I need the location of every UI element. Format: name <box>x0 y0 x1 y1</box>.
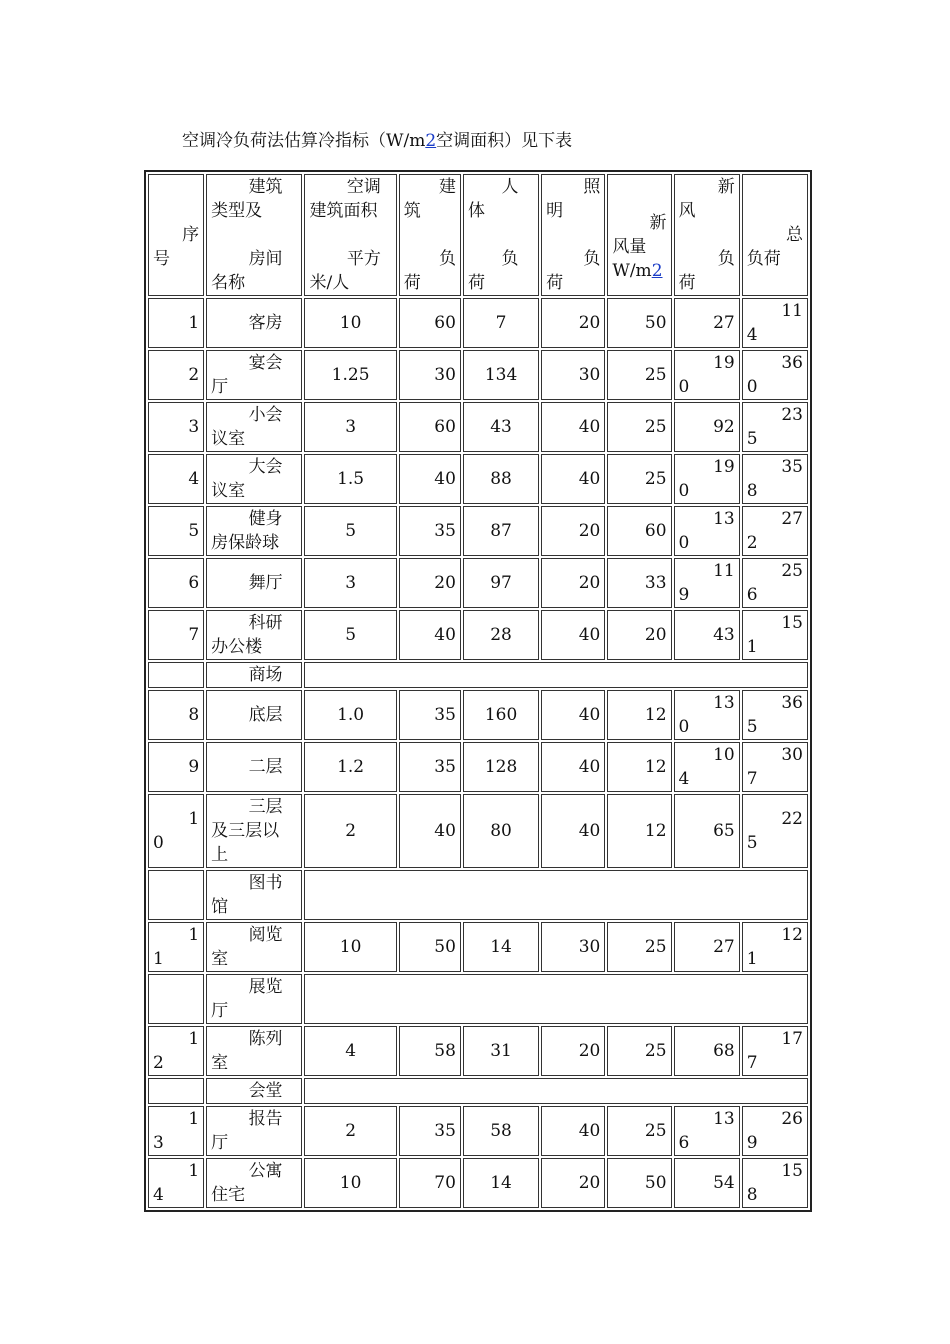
row-total-load: 11 4 <box>742 298 808 348</box>
row-lighting-load: 20 <box>541 298 605 348</box>
table-row: 1 4 公寓 住宅 10 70 14 20 50 54 15 8 <box>148 1158 808 1208</box>
row-fresh-air-volume: 12 <box>607 742 671 792</box>
row-human-load: 160 <box>463 690 539 740</box>
row-human-load: 87 <box>463 506 539 556</box>
row-total-load: 35 8 <box>742 454 808 504</box>
section-row-library: 图书 馆 <box>148 870 808 920</box>
table-row: 1 2 陈列 室 4 58 31 20 25 68 17 7 <box>148 1026 808 1076</box>
row-lighting-load: 40 <box>541 690 605 740</box>
row-building-load: 60 <box>399 298 461 348</box>
table-row <box>148 454 808 504</box>
section-label: 会堂 <box>248 1081 283 1101</box>
section-row-mall <box>148 662 808 688</box>
row-no: 8 <box>148 690 204 740</box>
row-human-load: 28 <box>463 610 539 660</box>
row-no: 3 <box>148 402 204 452</box>
row-name: 客房 <box>206 298 302 348</box>
row-area: 5 <box>304 506 396 556</box>
row-human-load: 134 <box>463 350 539 400</box>
header-type: 建筑 类型及 房间 名称 <box>206 174 302 296</box>
table-row <box>148 298 808 348</box>
row-fresh-air-load: 10 4 <box>674 742 740 792</box>
row-name: 宴会 厅 <box>206 350 302 400</box>
row-total-load: 25 6 <box>742 558 808 608</box>
row-fresh-air-load: 19 0 <box>674 454 740 504</box>
section-label: 商场 <box>248 665 283 685</box>
row-lighting-load: 20 <box>541 558 605 608</box>
table-row <box>148 610 808 660</box>
row-total-load: 36 0 <box>742 350 808 400</box>
row-building-load: 30 <box>399 350 461 400</box>
row-area: 1.5 <box>304 454 396 504</box>
table-row <box>148 506 808 556</box>
row-area: 1.25 <box>304 350 396 400</box>
row-area: 1.2 <box>304 742 396 792</box>
title-prefix: 空调冷负荷法估算冷指标（W/m <box>182 131 426 151</box>
page-title <box>182 126 572 151</box>
row-fresh-air-volume: 12 <box>607 690 671 740</box>
row-name: 二层 <box>206 742 302 792</box>
row-name: 大会 议室 <box>206 454 302 504</box>
row-total-load: 30 7 <box>742 742 808 792</box>
row-name: 科研 办公楼 <box>206 610 302 660</box>
row-lighting-load: 40 <box>541 610 605 660</box>
row-fresh-air-load: 19 0 <box>674 350 740 400</box>
row-building-load: 40 <box>399 454 461 504</box>
row-no: 4 <box>148 454 204 504</box>
table-header-row <box>148 174 808 296</box>
table-row: 1 3 报告 厅 2 35 58 40 25 13 6 26 9 <box>148 1106 808 1156</box>
row-fresh-air-volume: 33 <box>607 558 671 608</box>
table-row: 1 0 三层 及三层以 上 2 40 80 40 12 65 22 5 <box>148 794 808 868</box>
header-lighting-load: 照 明 负 荷 <box>541 174 605 296</box>
header-fresh-air-volume: 新 风量 W/m2 <box>607 174 671 296</box>
table-row <box>148 350 808 400</box>
row-area: 1.0 <box>304 690 396 740</box>
row-no: 1 <box>148 298 204 348</box>
row-fresh-air-volume: 60 <box>607 506 671 556</box>
row-lighting-load: 40 <box>541 402 605 452</box>
table-row <box>148 558 808 608</box>
section-row-hall <box>148 1078 808 1104</box>
row-fresh-air-volume: 25 <box>607 454 671 504</box>
section-row-exhibition: 展览 厅 <box>148 974 808 1024</box>
row-no: 2 <box>148 350 204 400</box>
row-total-load: 23 5 <box>742 402 808 452</box>
row-human-load: 7 <box>463 298 539 348</box>
table-row <box>148 402 808 452</box>
row-area: 3 <box>304 558 396 608</box>
row-human-load: 128 <box>463 742 539 792</box>
row-name: 底层 <box>206 690 302 740</box>
title-unit-link[interactable]: 2 <box>425 131 437 151</box>
cooling-load-table <box>144 170 812 1212</box>
row-name: 小会 议室 <box>206 402 302 452</box>
row-no: 6 <box>148 558 204 608</box>
title-suffix: 空调面积）见下表 <box>436 131 573 151</box>
table-row <box>148 742 808 792</box>
row-fresh-air-volume: 25 <box>607 402 671 452</box>
row-lighting-load: 40 <box>541 742 605 792</box>
row-area: 5 <box>304 610 396 660</box>
header-area: 空调 建筑面积 平方 米/人 <box>304 174 396 296</box>
header-building-load: 建 筑 负 荷 <box>399 174 461 296</box>
row-human-load: 97 <box>463 558 539 608</box>
row-fresh-air-load: 13 0 <box>674 690 740 740</box>
row-name: 舞厅 <box>206 558 302 608</box>
row-lighting-load: 30 <box>541 350 605 400</box>
row-total-load: 27 2 <box>742 506 808 556</box>
row-building-load: 40 <box>399 610 461 660</box>
row-no: 5 <box>148 506 204 556</box>
row-fresh-air-load: 43 <box>674 610 740 660</box>
row-human-load: 88 <box>463 454 539 504</box>
row-no: 7 <box>148 610 204 660</box>
row-building-load: 35 <box>399 742 461 792</box>
header-fresh-air-load: 新 风 负 荷 <box>674 174 740 296</box>
row-fresh-air-volume: 20 <box>607 610 671 660</box>
row-fresh-air-load: 92 <box>674 402 740 452</box>
row-total-load: 36 5 <box>742 690 808 740</box>
row-fresh-air-load: 13 0 <box>674 506 740 556</box>
row-building-load: 20 <box>399 558 461 608</box>
row-fresh-air-load: 27 <box>674 298 740 348</box>
row-fresh-air-volume: 50 <box>607 298 671 348</box>
row-no: 9 <box>148 742 204 792</box>
table-row <box>148 690 808 740</box>
row-human-load: 43 <box>463 402 539 452</box>
fresh-air-unit-link[interactable]: 2 <box>651 261 663 281</box>
row-lighting-load: 20 <box>541 506 605 556</box>
row-fresh-air-volume: 25 <box>607 350 671 400</box>
row-building-load: 35 <box>399 690 461 740</box>
table-row: 1 1 阅览 室 10 50 14 30 25 27 12 1 <box>148 922 808 972</box>
row-building-load: 35 <box>399 506 461 556</box>
row-building-load: 60 <box>399 402 461 452</box>
row-fresh-air-load: 11 9 <box>674 558 740 608</box>
header-no: 序 号 <box>148 174 204 296</box>
row-area: 3 <box>304 402 396 452</box>
row-total-load: 15 1 <box>742 610 808 660</box>
row-area: 10 <box>304 298 396 348</box>
header-total-load: 总 负荷 <box>742 174 808 296</box>
row-name: 健身 房保龄球 <box>206 506 302 556</box>
header-human-load: 人 体 负 荷 <box>463 174 539 296</box>
row-lighting-load: 40 <box>541 454 605 504</box>
